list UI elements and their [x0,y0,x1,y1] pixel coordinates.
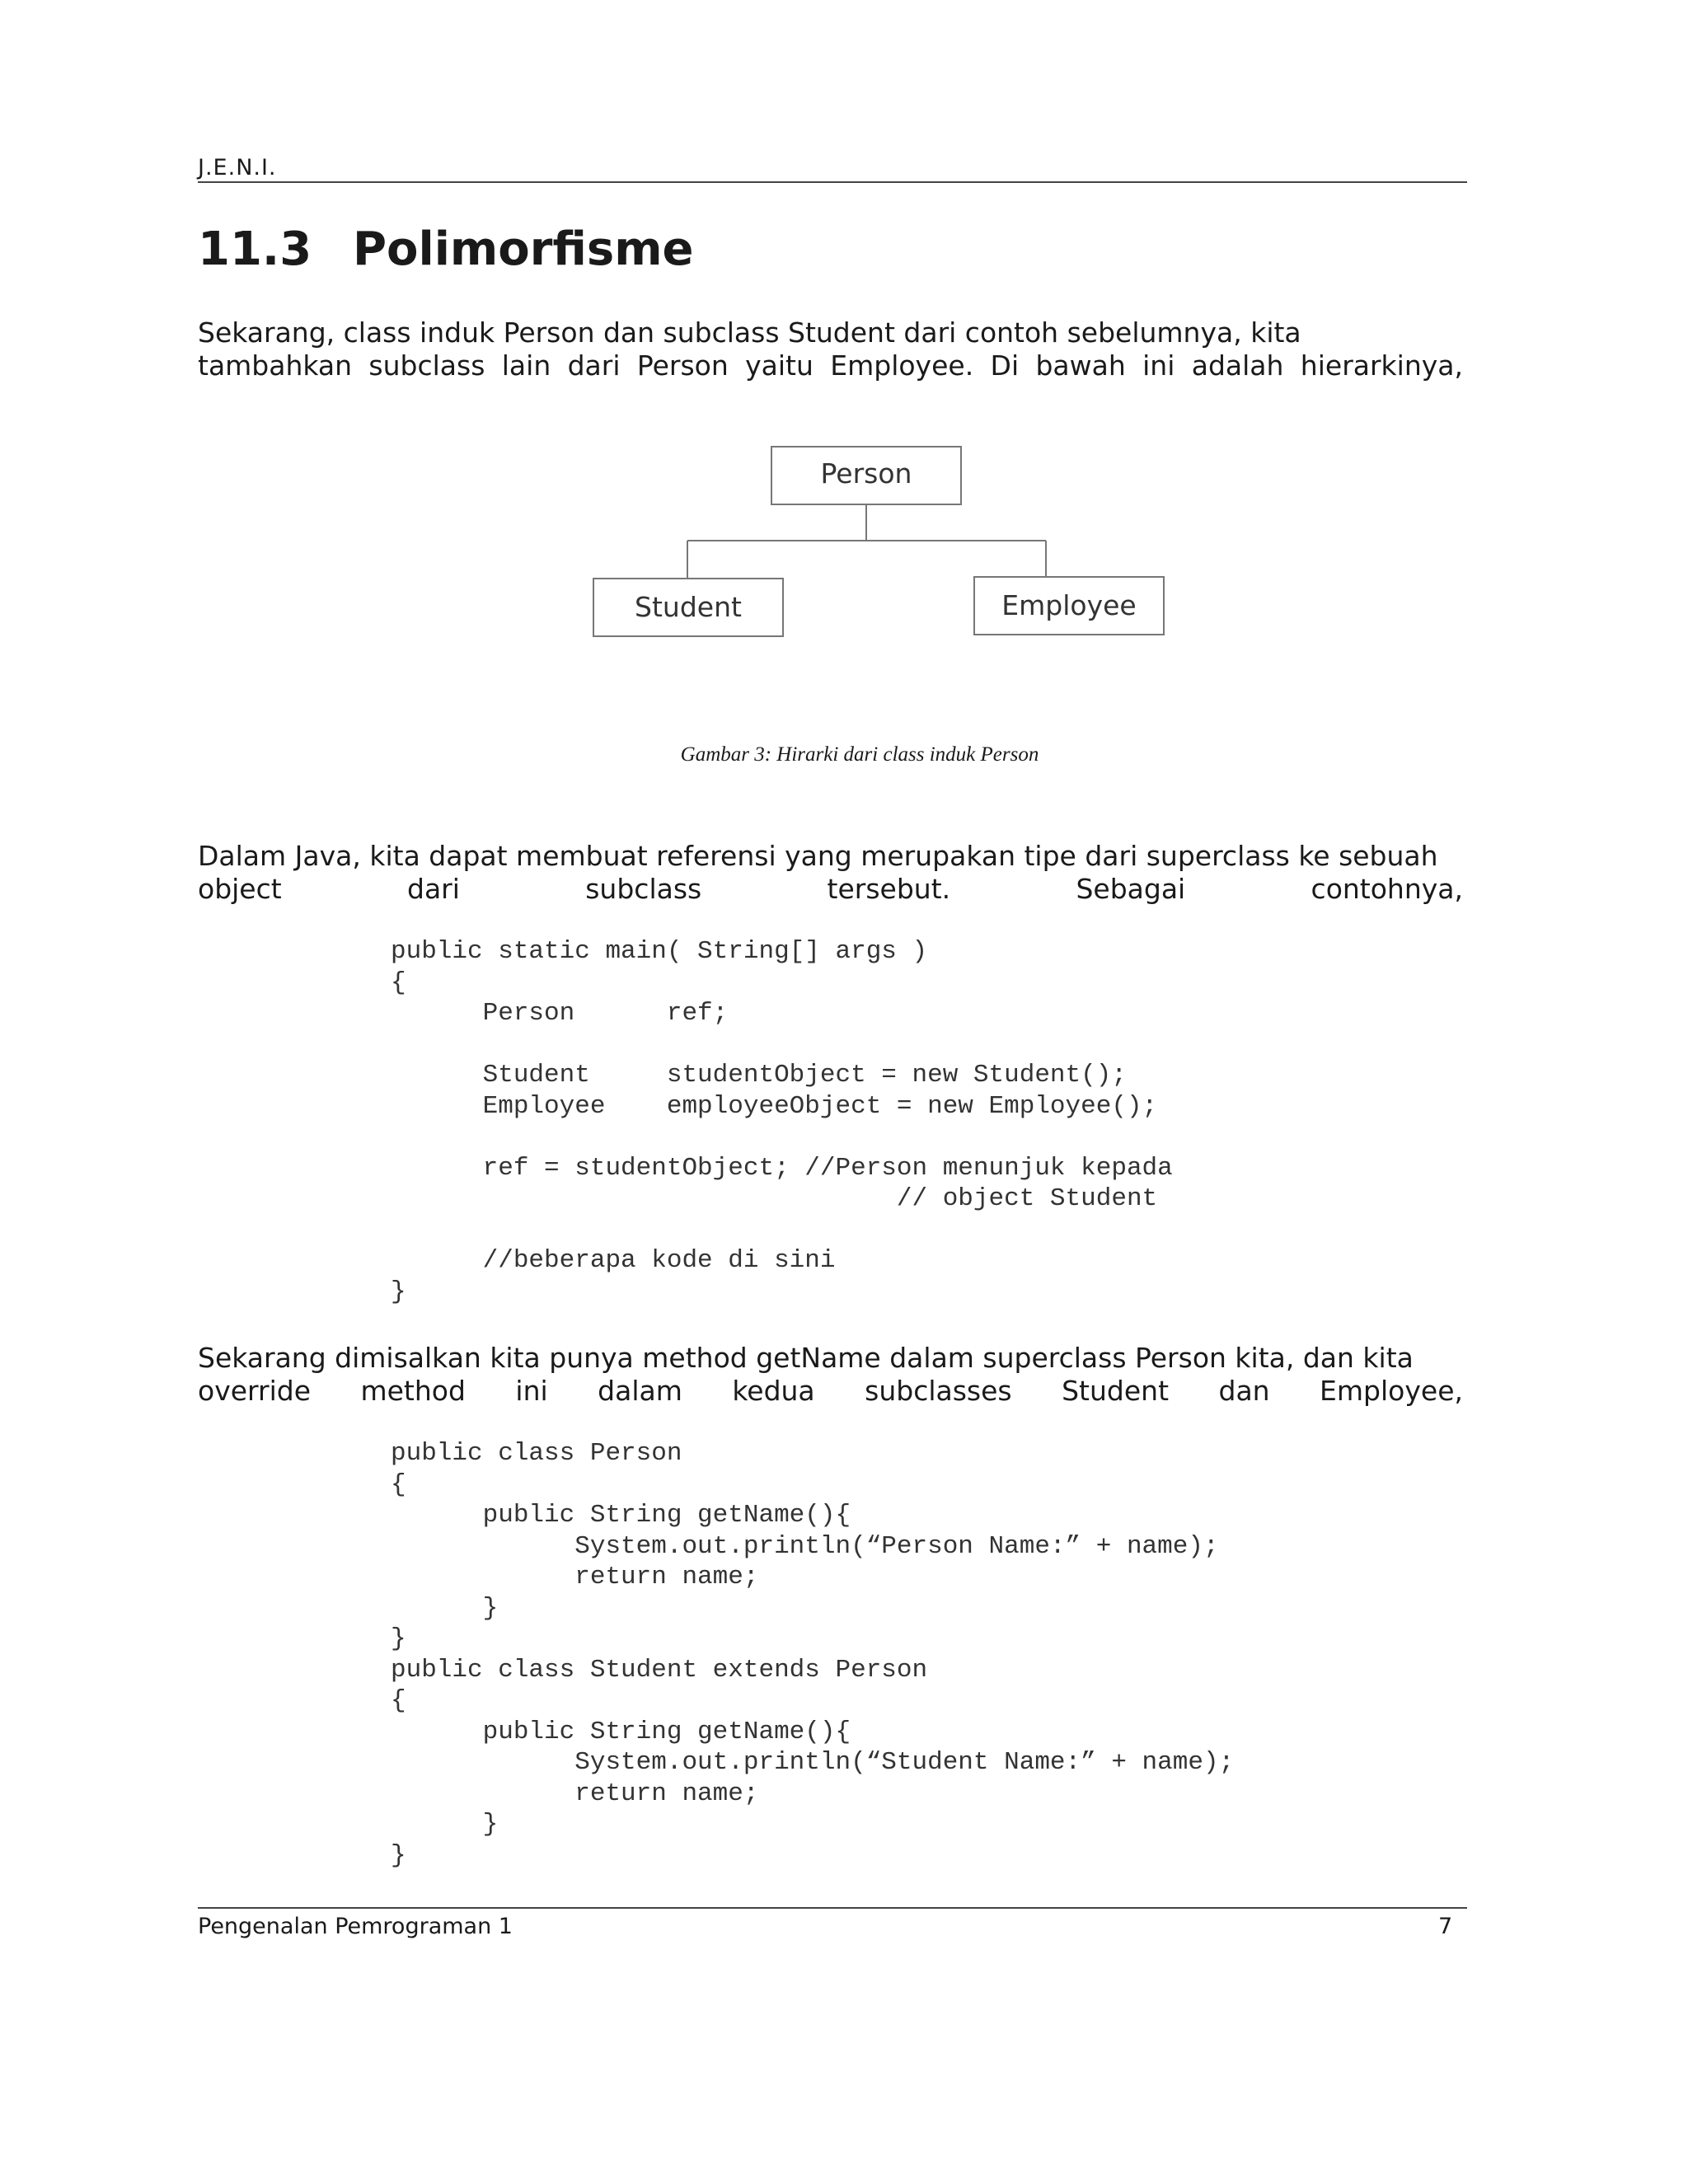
code-line: public class Student extends Person [391,1655,928,1685]
code-line: } [391,1810,499,1839]
code-line: Employee employeeObject = new Employee(); [391,1091,1158,1121]
code-line: { [391,968,406,997]
code-line: public class Person [391,1439,682,1468]
intro-line-2: tambahkan subclass lain dari Person yaitu Employee. Di bawah ini adalah hierarkinya, [198,349,1463,382]
code-line: } [391,1840,406,1870]
code-line: ref = studentObject; //Person menunjuk kepada [391,1153,1173,1183]
code-line: System.out.println(“Person Name:” + name); [391,1531,1219,1561]
code-line [391,1029,1173,1061]
code-line: public String getName(){ [391,1717,851,1746]
code-line: public static main( String[] args ) [391,937,928,966]
override-paragraph [198,1342,1463,1441]
section-heading [198,223,694,276]
java-line-2: object dari subclass tersebut. Sebagai contohnya, [198,873,1463,905]
figure-caption: Gambar 3: Hirarki dari class induk Person [680,743,1039,766]
code-line: Person ref; [391,999,729,1028]
class-hierarchy-diagram [577,437,1170,654]
code-line: { [391,1469,406,1499]
intro-paragraph [198,316,1463,415]
code-line: // object Student [391,1184,1158,1213]
running-header: J.E.N.I. [198,155,277,180]
code-block-classes [391,1438,1234,1871]
section-title: Polimorfisme [353,223,694,276]
code-line [391,1122,1173,1153]
code-line: //beberapa kode di sini [391,1246,836,1275]
code-line: } [391,1593,499,1623]
code-line: return name; [391,1779,759,1808]
code-line: Student studentObject = new Student(); [391,1061,1127,1090]
code-line: return name; [391,1563,759,1591]
code-line: public String getName(){ [391,1501,851,1530]
intro-line-1: Sekarang, class induk Person dan subclass Student dari contoh sebelumnya, kita [198,316,1301,349]
parent-class-label: Person [820,457,912,490]
code-line: { [391,1686,406,1715]
code-line: } [391,1624,406,1653]
java-line-1: Dalam Java, kita dapat membuat referensi yang merupakan tipe dari superclass ke sebuah [198,840,1438,872]
override-line-2: override method ini dalam kedua subclasses Student dan Employee, [198,1375,1463,1407]
code-block-main [391,936,1173,1307]
page-number: 7 [1438,1914,1453,1939]
code-line: System.out.println(“Student Name:” + name); [391,1748,1235,1777]
java-paragraph [198,840,1463,939]
footer-rule [198,1907,1467,1909]
override-line-1: Sekarang dimisalkan kita punya method getName dalam superclass Person kita, dan kita [198,1342,1414,1374]
code-line [391,1215,1173,1246]
header-rule [198,181,1467,183]
child-class-label-employee: Employee [1001,589,1137,621]
code-line: } [391,1277,406,1306]
footer-title: Pengenalan Pemrograman 1 [198,1914,513,1939]
child-class-label-student: Student [635,591,742,623]
section-number: 11.3 [198,223,312,276]
